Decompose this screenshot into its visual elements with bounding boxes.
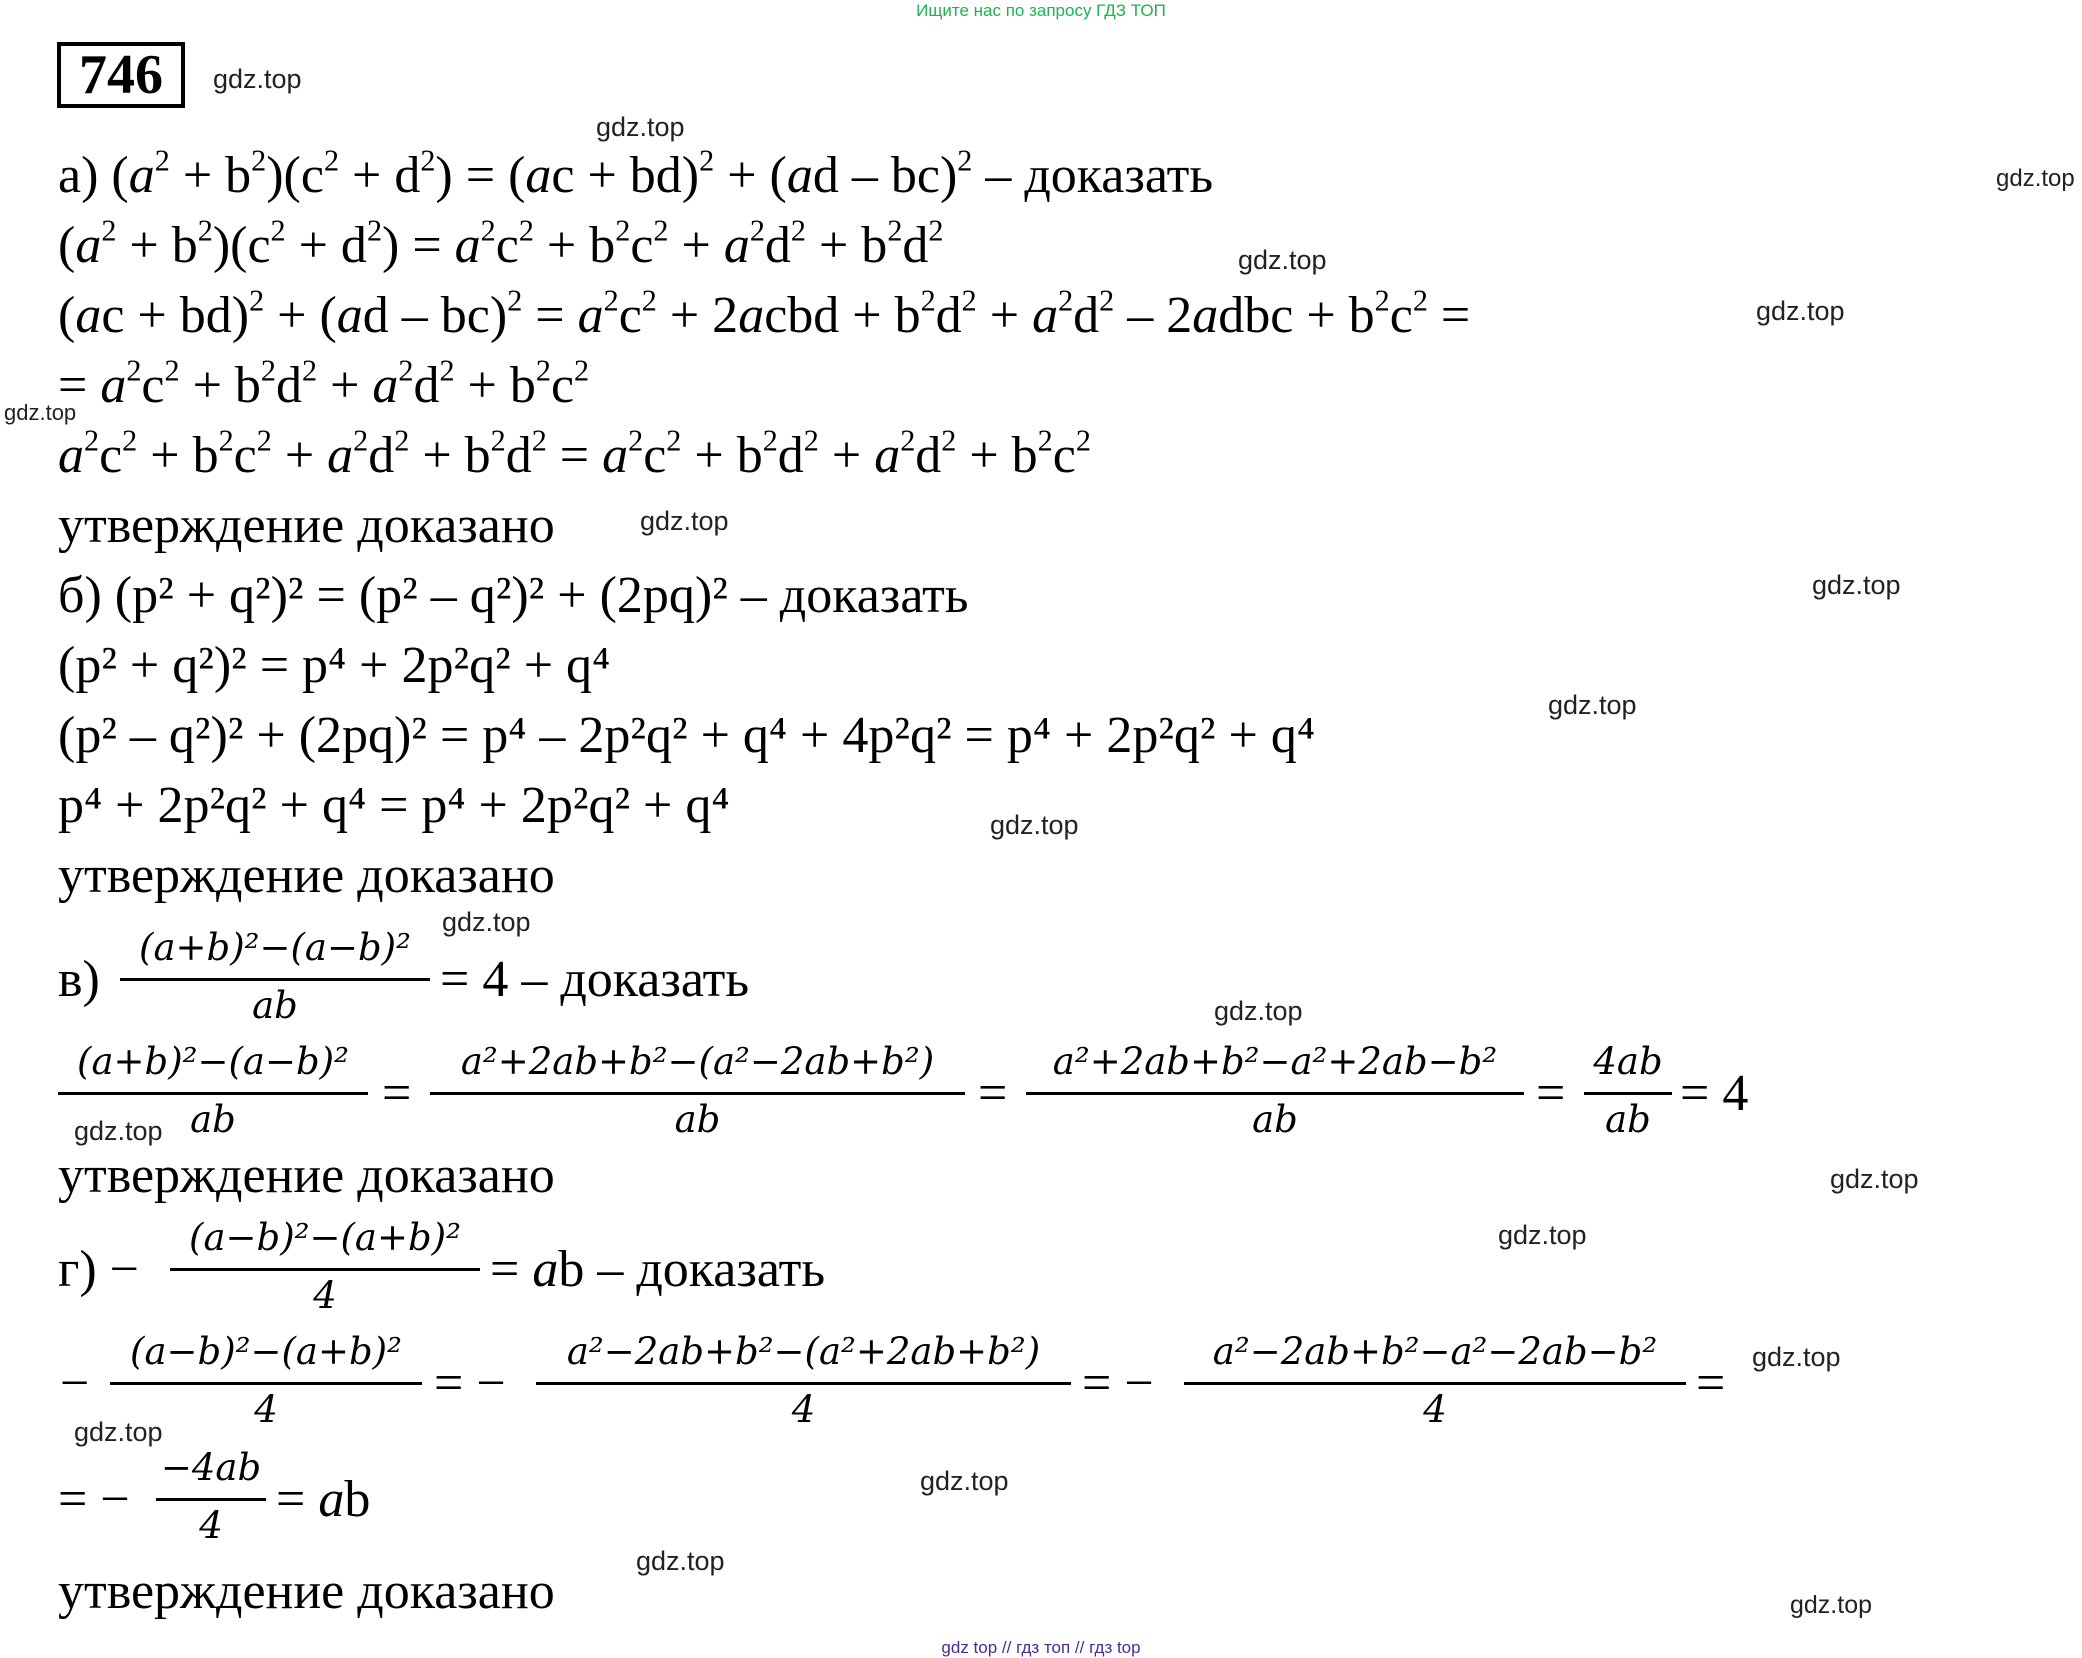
part-a-line-4: $a^2c^2 + b^2c^2 + a^2d^2 + b^2d^2 = a^2c^2 + b^2d^2 + a^2d^2 + b^2c^2$ xyxy=(58,423,1091,484)
part-v-result: = 4 xyxy=(1680,1065,1749,1122)
minus-sign: − xyxy=(109,1241,139,1298)
part-v-conclusion: утверждение доказано xyxy=(58,1147,555,1204)
fraction-numerator: (a−b)²−(a+b)² xyxy=(189,1216,461,1259)
footer-links[interactable]: gdz top // гдз топ // гдз top xyxy=(941,1638,1141,1657)
fraction-denominator: 4 xyxy=(1423,1388,1447,1431)
watermark-text: gdz.top xyxy=(636,1546,725,1576)
equals-minus-sign: = − xyxy=(434,1355,506,1412)
fraction-bar xyxy=(1026,1092,1524,1095)
fraction-bar xyxy=(58,1092,368,1095)
part-a-statement: а) $(a^2 + b^2)(c^2 + d^2) = (ac + bd)^2 + (ad - bc)^2$ – доказать xyxy=(58,143,1214,204)
fraction-bar xyxy=(430,1092,965,1095)
watermark-text: gdz.top xyxy=(213,64,302,94)
fraction-numerator: (a−b)²−(a+b)² xyxy=(130,1330,402,1373)
part-v-statement-rhs xyxy=(440,950,749,1010)
part-a-line-3: = $a^2c^2 + b^2d^2 + a^2d^2 + b^2c^2$ xyxy=(58,353,590,414)
watermark-text: gdz.top xyxy=(1996,165,2075,192)
watermark-text: gdz.top xyxy=(1756,296,1845,326)
part-b-statement xyxy=(58,566,969,626)
part-g-result: = ab xyxy=(276,1471,371,1528)
prove-suffix: – доказать xyxy=(985,147,1214,204)
watermark-text: gdz.top xyxy=(74,1417,163,1447)
part-g-label xyxy=(58,1240,139,1300)
part-v-rhs: = 4 xyxy=(440,951,509,1008)
header-ad-text[interactable]: Ищите нас по запросу ГДЗ ТОП xyxy=(916,1,1166,20)
fraction-numerator: a²−2ab+b²−a²−2ab−b² xyxy=(1212,1330,1658,1373)
watermark-text: gdz.top xyxy=(1752,1342,1841,1372)
part-g-label-text: г) xyxy=(58,1241,97,1298)
prove-suffix: – доказать xyxy=(521,951,750,1008)
fraction-bar xyxy=(536,1382,1071,1385)
fraction-denominator: 4 xyxy=(791,1388,816,1431)
watermark-text: gdz.top xyxy=(1498,1220,1587,1250)
fraction-denominator: ab xyxy=(190,1098,236,1141)
equals-sign: = xyxy=(978,1065,1008,1122)
part-b-line-1: (p² + q²)² = p⁴ + 2p²q² + q⁴ xyxy=(58,637,611,694)
fraction-numerator: (a+b)²−(a−b)² xyxy=(139,926,411,969)
watermark-text: gdz.top xyxy=(1790,1591,1873,1619)
part-b-line-3: p⁴ + 2p²q² + q⁴ = p⁴ + 2p²q² + q⁴ xyxy=(58,777,730,834)
part-b-line-2: (p² – q²)² + (2pq)² = p⁴ – 2p²q² + q⁴ + 4p²q² = p⁴ + 2p²q² + q⁴ xyxy=(58,707,1315,764)
fraction-denominator: ab xyxy=(1605,1098,1651,1141)
part-a-conclusion: утверждение доказано xyxy=(58,497,555,554)
watermark-text: gdz.top xyxy=(596,112,685,142)
fraction-denominator: 4 xyxy=(313,1274,337,1317)
fraction-denominator: ab xyxy=(252,984,298,1027)
equals-sign: = xyxy=(382,1065,412,1122)
fraction-denominator: 4 xyxy=(254,1388,278,1431)
fraction-bar xyxy=(170,1268,480,1271)
watermark-text: gdz.top xyxy=(1238,245,1327,275)
watermark-text: gdz.top xyxy=(640,506,729,536)
watermark-text: gdz.top xyxy=(990,810,1079,840)
part-a-line-1: $(a^2 + b^2)(c^2 + d^2) = a^2c^2 + b^2c^2 + a^2d^2 + b^2d^2$ xyxy=(58,213,944,274)
watermark-text: gdz.top xyxy=(74,1116,163,1146)
fraction-numerator: a²−2ab+b²−(a²+2ab+b²) xyxy=(566,1330,1041,1373)
fraction-denominator: ab xyxy=(1252,1098,1298,1141)
fraction-bar xyxy=(1584,1092,1672,1095)
minus-sign: − xyxy=(60,1355,90,1412)
part-b-conclusion: утверждение доказано xyxy=(58,847,555,904)
fraction-bar xyxy=(156,1498,266,1501)
equals-minus-sign: = − xyxy=(58,1471,130,1528)
fraction-bar xyxy=(120,978,430,981)
watermark-text: gdz.top xyxy=(1214,996,1303,1026)
fraction-bar xyxy=(1184,1382,1686,1385)
part-b-label: б) xyxy=(58,567,102,624)
watermark-text: gdz.top xyxy=(1548,690,1637,720)
fraction-numerator: a²+2ab+b²−a²+2ab−b² xyxy=(1052,1040,1498,1083)
part-a-line-2: $(ac + bd)^2 + (ad - bc)^2 = a^2c^2$ + 2acbd + $b^2d^2 + a^2d^2$ – 2adbc + $b^2c^2$ = xyxy=(58,283,1471,344)
fraction-numerator: (a+b)²−(a−b)² xyxy=(77,1040,349,1083)
part-a-label: а) xyxy=(58,147,99,204)
fraction-numerator: −4ab xyxy=(160,1446,262,1489)
part-b-statement-text: (p² + q²)² = (p² – q²)² + (2pq)² – доказать xyxy=(114,567,969,624)
equals-sign: = xyxy=(1696,1355,1726,1412)
part-g-conclusion: утверждение доказано xyxy=(58,1563,555,1620)
fraction-denominator: 4 xyxy=(199,1504,223,1547)
fraction-bar xyxy=(110,1382,422,1385)
watermark-text: gdz.top xyxy=(1812,570,1901,600)
part-g-statement-rhs: = ab – доказать xyxy=(490,1241,826,1298)
prove-suffix: – доказать xyxy=(597,1241,826,1298)
watermark-text: gdz.top xyxy=(920,1466,1009,1496)
watermark-text: gdz.top xyxy=(1830,1164,1919,1194)
equals-sign: = xyxy=(1536,1065,1566,1122)
exercise-number-box: 746 xyxy=(57,42,185,108)
equals-minus-sign: = − xyxy=(1082,1355,1154,1412)
part-v-label: в) xyxy=(58,951,100,1008)
watermark-text: gdz.top xyxy=(442,907,531,937)
fraction-denominator: ab xyxy=(674,1098,721,1141)
fraction-numerator: 4ab xyxy=(1593,1040,1663,1083)
watermark-text: gdz.top xyxy=(4,400,77,425)
fraction-numerator: a²+2ab+b²−(a²−2ab+b²) xyxy=(460,1040,935,1083)
